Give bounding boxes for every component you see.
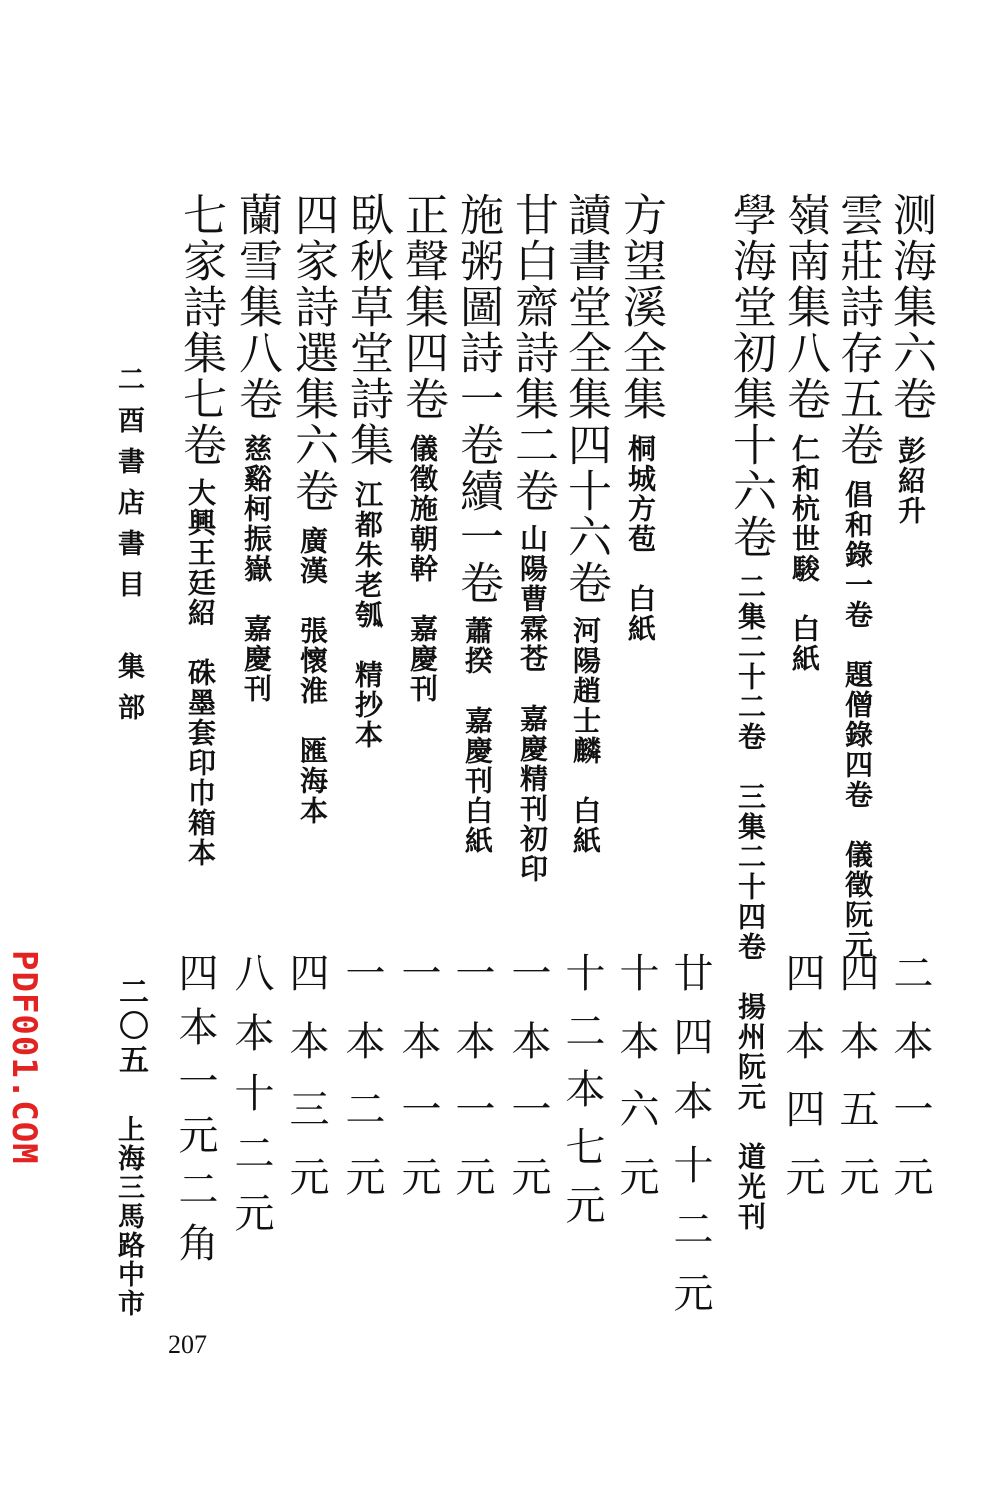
local-page-number: 二〇五 (113, 976, 148, 1078)
entry-title: 雲莊詩存五卷倡和錄一卷 題僧錄四卷 儀徵阮元 (832, 192, 883, 960)
entry-price: 四本三元 (283, 952, 329, 1224)
entry-price: 四本一元二角 (172, 952, 218, 1276)
entry-price: 十二本七元 (559, 952, 605, 1242)
entry-price: 一本一元 (449, 952, 495, 1224)
entry-price: 四本五元 (833, 952, 879, 1224)
entry-title: 甘白齋詩集二卷山陽曹霖苍 嘉慶精刊初印 (507, 192, 558, 884)
entry-price: 十本六元 (613, 952, 659, 1224)
entry-price: 一本二元 (339, 952, 385, 1224)
entry-title: 测海集六卷彭紹升 (885, 192, 936, 526)
entry-price: 一本一元 (395, 952, 441, 1224)
entry-title: 蘭雪集八卷慈谿柯振嶽 嘉慶刊 (231, 192, 282, 704)
entry-price: 二本一元 (887, 952, 933, 1224)
entry-title: 方望溪全集桐城方苞 白紙 (615, 192, 666, 644)
catalog-footer-left: 二酉書店書目 集部 (113, 365, 144, 734)
entry-price: 廿四本十二元 (667, 952, 713, 1336)
entry-title: 正聲集四卷儀徵施朝幹 嘉慶刊 (397, 192, 448, 704)
entry-title: 施粥圖詩一卷續一卷蕭揆 嘉慶刊白紙 (452, 192, 503, 856)
entry-title: 嶺南集八卷仁和杭世駿 白紙 (779, 192, 830, 674)
entry-title: 七家詩集七卷大興王廷紹 硃墨套印巾箱本 (175, 192, 226, 868)
entry-title: 讀書堂全集四十六卷河陽趙士麟 白紙 (560, 192, 611, 856)
page-number: 207 (168, 1330, 207, 1359)
entry-title: 學海堂初集十六卷二集二十二卷 三集二十四卷 揚州阮元 道光刊 (725, 192, 776, 1232)
entry-price: 八本十二元 (228, 952, 274, 1252)
site-watermark: PDF001.COM (4, 950, 44, 1165)
entry-price: 一本一元 (505, 952, 551, 1224)
entry-title: 臥秋草堂詩集江都朱老瓠 精抄本 (342, 192, 393, 750)
entry-price: 四本四元 (779, 952, 825, 1224)
entry-title: 四家詩選集六卷廣漢 張懷淮 匯海本 (287, 192, 338, 826)
shop-address: 上海三馬路中市 (113, 1115, 144, 1318)
